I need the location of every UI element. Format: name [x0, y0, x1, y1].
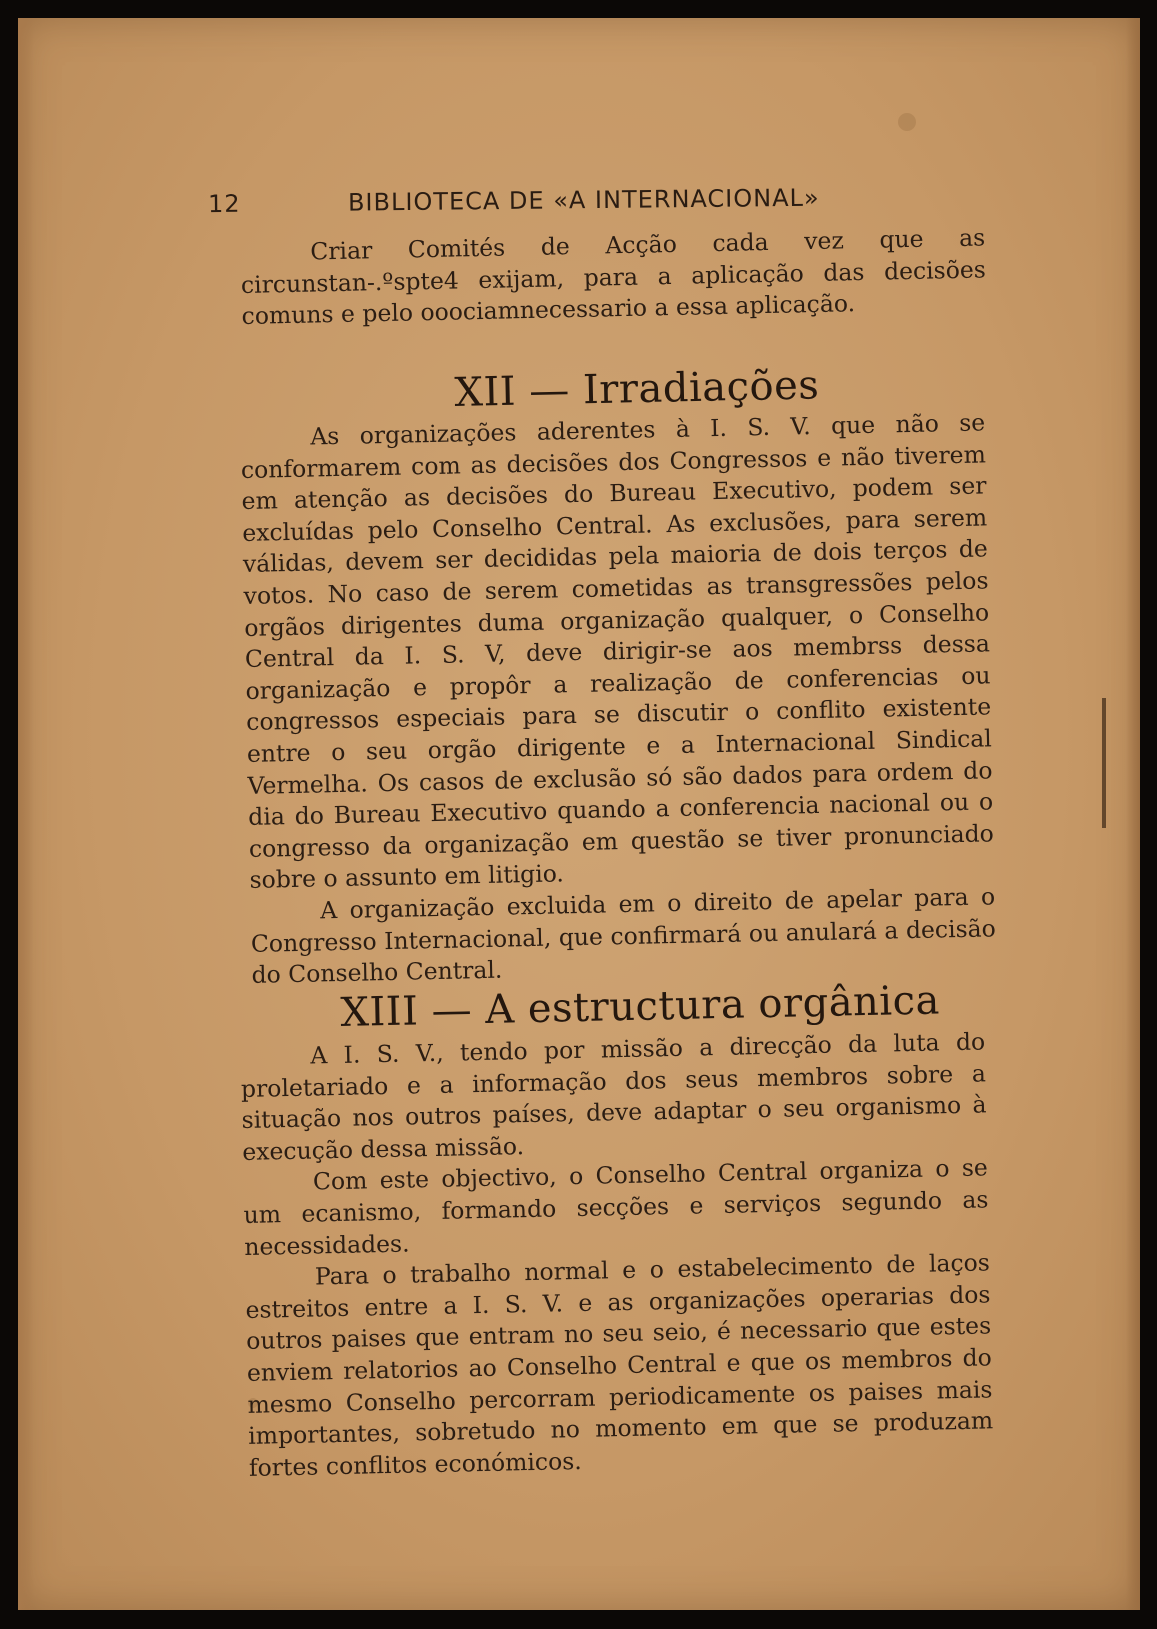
- paper-stain: [898, 113, 916, 131]
- paragraph: Com este objectivo, o Conselho Central organiza o se um ecanismo, formando secções e serviços segundo as necessidades.: [243, 1153, 989, 1261]
- section-title-xiii: XIII — A estructura orgânica: [340, 977, 941, 1036]
- page-edge-left: [18, 18, 34, 1610]
- running-head: BIBLIOTECA DE «A INTERNACIONAL»: [347, 183, 820, 217]
- page-tear-mark: [1102, 698, 1106, 828]
- section-xiii-body: [240, 1026, 994, 1484]
- section-title-xii: XII — Irradiações: [454, 362, 820, 416]
- page-number: 12: [207, 189, 241, 219]
- paragraph: A I. S. V., tendo por missão a direcção da luta do proletariado e a informação dos seus membros sobre a situação nos outros países, deve adaptar o seu organismo à execução dessa missão.: [240, 1027, 987, 1166]
- paragraph: Para o trabalho normal e o estabelecimento de laços estreitos entre a I. S. V. e as organizações operarias dos outros paises que entram no seu seio, é necessario que estes enviem relatorios ao Conselho Central e que os membros do mesmo Conselho percorram periodicamente os paises mais importantes, sobretudo no momento em que se produzam fortes conflitos económicos.: [245, 1248, 994, 1482]
- paragraph: A organização excluida em o direito de apelar para o Congresso Internacional, que confirmará ou anulará a decisão do Conselho Central.: [250, 882, 997, 989]
- page-edge-right: [1126, 18, 1140, 1610]
- book-page: [18, 18, 1140, 1610]
- page-header: [208, 182, 988, 220]
- paragraph: Criar Comités de Acção cada vez que as circunstan-.ºspte4 exijam, para a aplicação das decisões comuns e pelo ooociamnecessario a essa aplicação.: [240, 223, 987, 331]
- section-xii-body: [240, 407, 997, 991]
- intro-text: [240, 222, 987, 332]
- paragraph: As organizações aderentes à I. S. V. que não se conformarem com as decisões dos Congressos e não tiverem em atenção as decisões do Bureau Executivo, podem ser excluídas pelo Conselho Central. As exclusões, para serem válidas, devem ser decididas pela maioria de dois terços de votos. No caso de serem cometidas as transgressões pelos orgãos dirigentes duma organização qualquer, o Conselho Central da I. S. V, deve dirigir-se aos membrss dessa organização e propôr a realização de conferencias ou congressos especiais para se discutir o conflito existente entre o seu orgão dirigente e a Internacional Sindical Vermelha. Os casos de exclusão só são dados para ordem do dia do Bureau Executivo quando a conferencia nacional ou o congresso da organização em questão se tiver pronunciado sobre o assunto em litigio.: [240, 408, 995, 895]
